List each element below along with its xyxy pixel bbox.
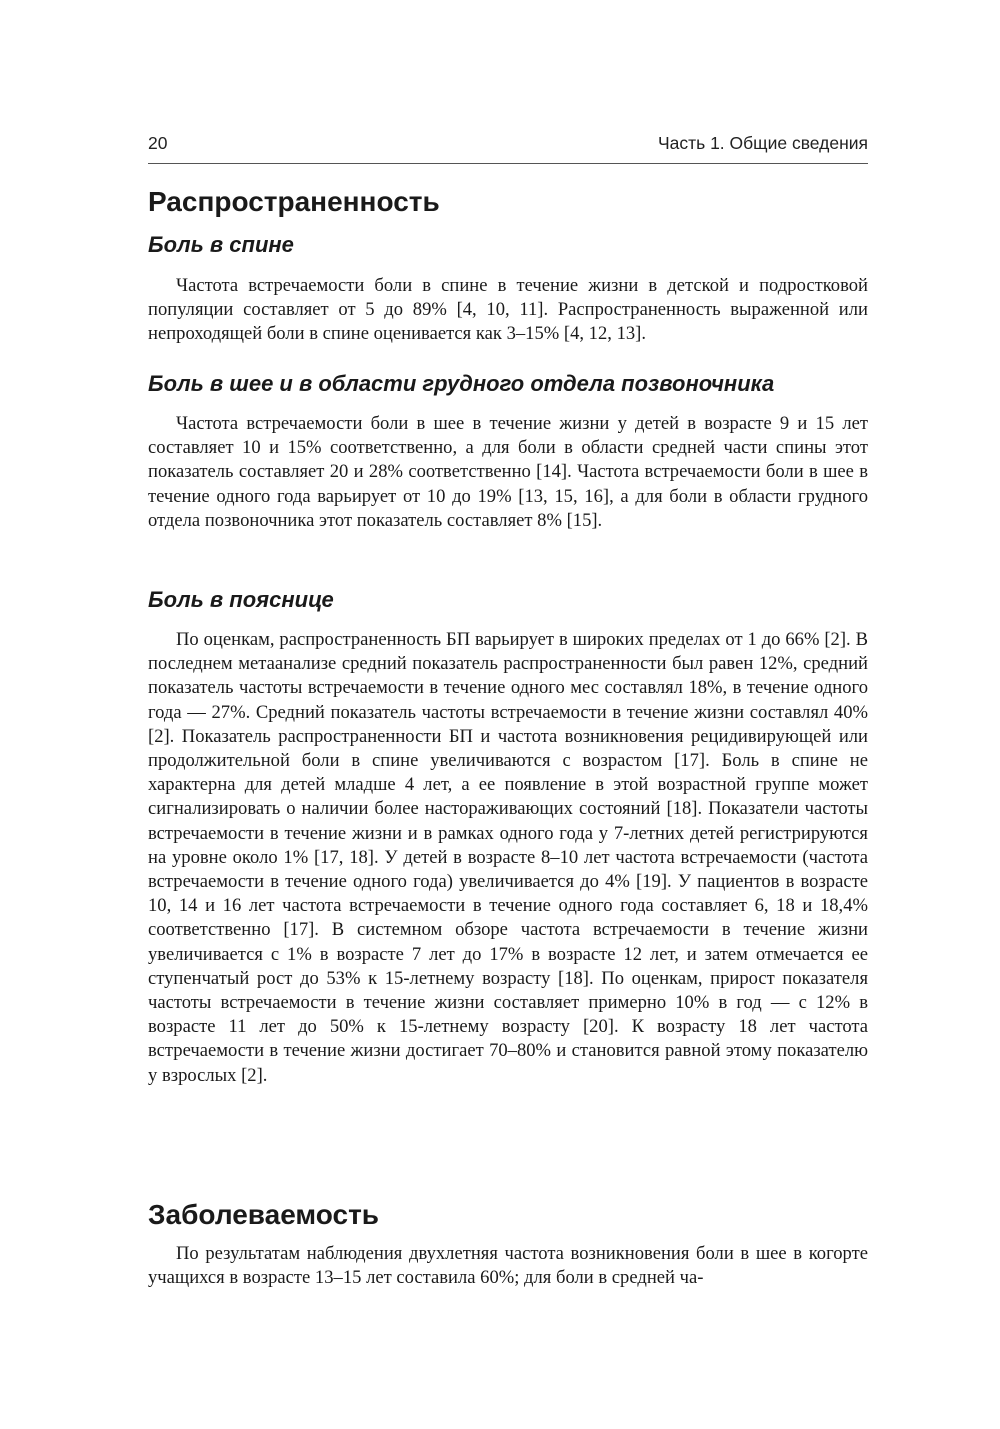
running-header xyxy=(148,133,868,159)
header-rule xyxy=(148,163,868,164)
paragraph-low-back-pain: По оценкам, распространенность БП варьирует в широких пределах от 1 до 66% [2]. В последнем метаанализе средний показатель распространенности был равен 12%, средний показатель частоты встречаемости в течение одного мес составлял 18%, в течение одного года — 27%. Средний показатель частоты встречаемости в течение жизни составлял 40% [2]. Показатель распространенности БП и частота возникновения рецидивирующей или продолжительной боли в спине увеличиваются с возрастом [17]. Боль в спине не характерна для детей младше 4 лет, а ее появление в этой возрастной группе может сигнализировать о наличии более настораживающих состояний [18]. Показатели частоты встречаемости в течение жизни и в рамках одного года у 7-летних детей регистрируются на уровне около 1% [17, 18]. У детей в возрасте 8–10 лет частота встречаемости (частота встречаемости в течение одного года) увеличивается до 4% [19]. У пациентов в возрасте 10, 14 и 16 лет частота встречаемости в течение одного года составляет 6, 18 и 18,4% соответственно [17]. В системном обзоре частота встречаемости в течение жизни увеличивается с 1% в возрасте 7 лет до 17% в возрасте 12 лет, и затем отмечается ее ступенчатый рост до 53% к 15-летнему возрасту [18]. По оценкам, прирост показателя частоты встречаемости в течение жизни составляет примерно 10% в год — с 12% в возрасте 11 лет до 50% к 15-летнему возрасту [20]. К возрасту 18 лет частота встречаемости в течение жизни достигает 70–80% и становится равной этому показателю у взрослых [2]. xyxy=(148,629,868,1086)
paragraph-back-pain: Частота встречаемости боли в спине в течение жизни в детской и подростковой популяции составляет от 5 до 89% [4, 10, 11]. Распространенность выраженной или непроходящей боли в спине оценивается как 3–15% [4, 12, 13]. xyxy=(148,275,868,345)
paragraph-incidence: По результатам наблюдения двухлетняя частота возникновения боли в шее в когорте учащихся в возрасте 13–15 лет составила 60%; для боли в средней ча- xyxy=(148,1243,868,1289)
paragraph-neck-thoracic-pain: Частота встречаемости боли в шее в течение жизни у детей в возрасте 9 и 15 лет составляет 10 и 15% соответственно, а для боли в области средней части спины этот показатель составляет 20 и 28% соответственно [14]. Частота встречаемости боли в шее в течение одного года варьирует от 10 до 19% [13, 15, 16], а для боли в области грудного отдела позвоночника этот показатель составляет 8% [15]. xyxy=(148,413,868,531)
subsection-title-neck-thoracic-pain: Боль в шее и в области грудного отдела позвоночника xyxy=(148,371,775,396)
section-title-incidence: Заболеваемость xyxy=(148,1199,379,1230)
section-title-prevalence: Распространенность xyxy=(148,186,440,217)
subsection-title-back-pain: Боль в спине xyxy=(148,232,294,257)
subsection-title-low-back-pain: Боль в пояснице xyxy=(148,587,334,612)
page-number: 20 xyxy=(148,133,168,153)
chapter-title: Часть 1. Общие сведения xyxy=(657,133,868,153)
